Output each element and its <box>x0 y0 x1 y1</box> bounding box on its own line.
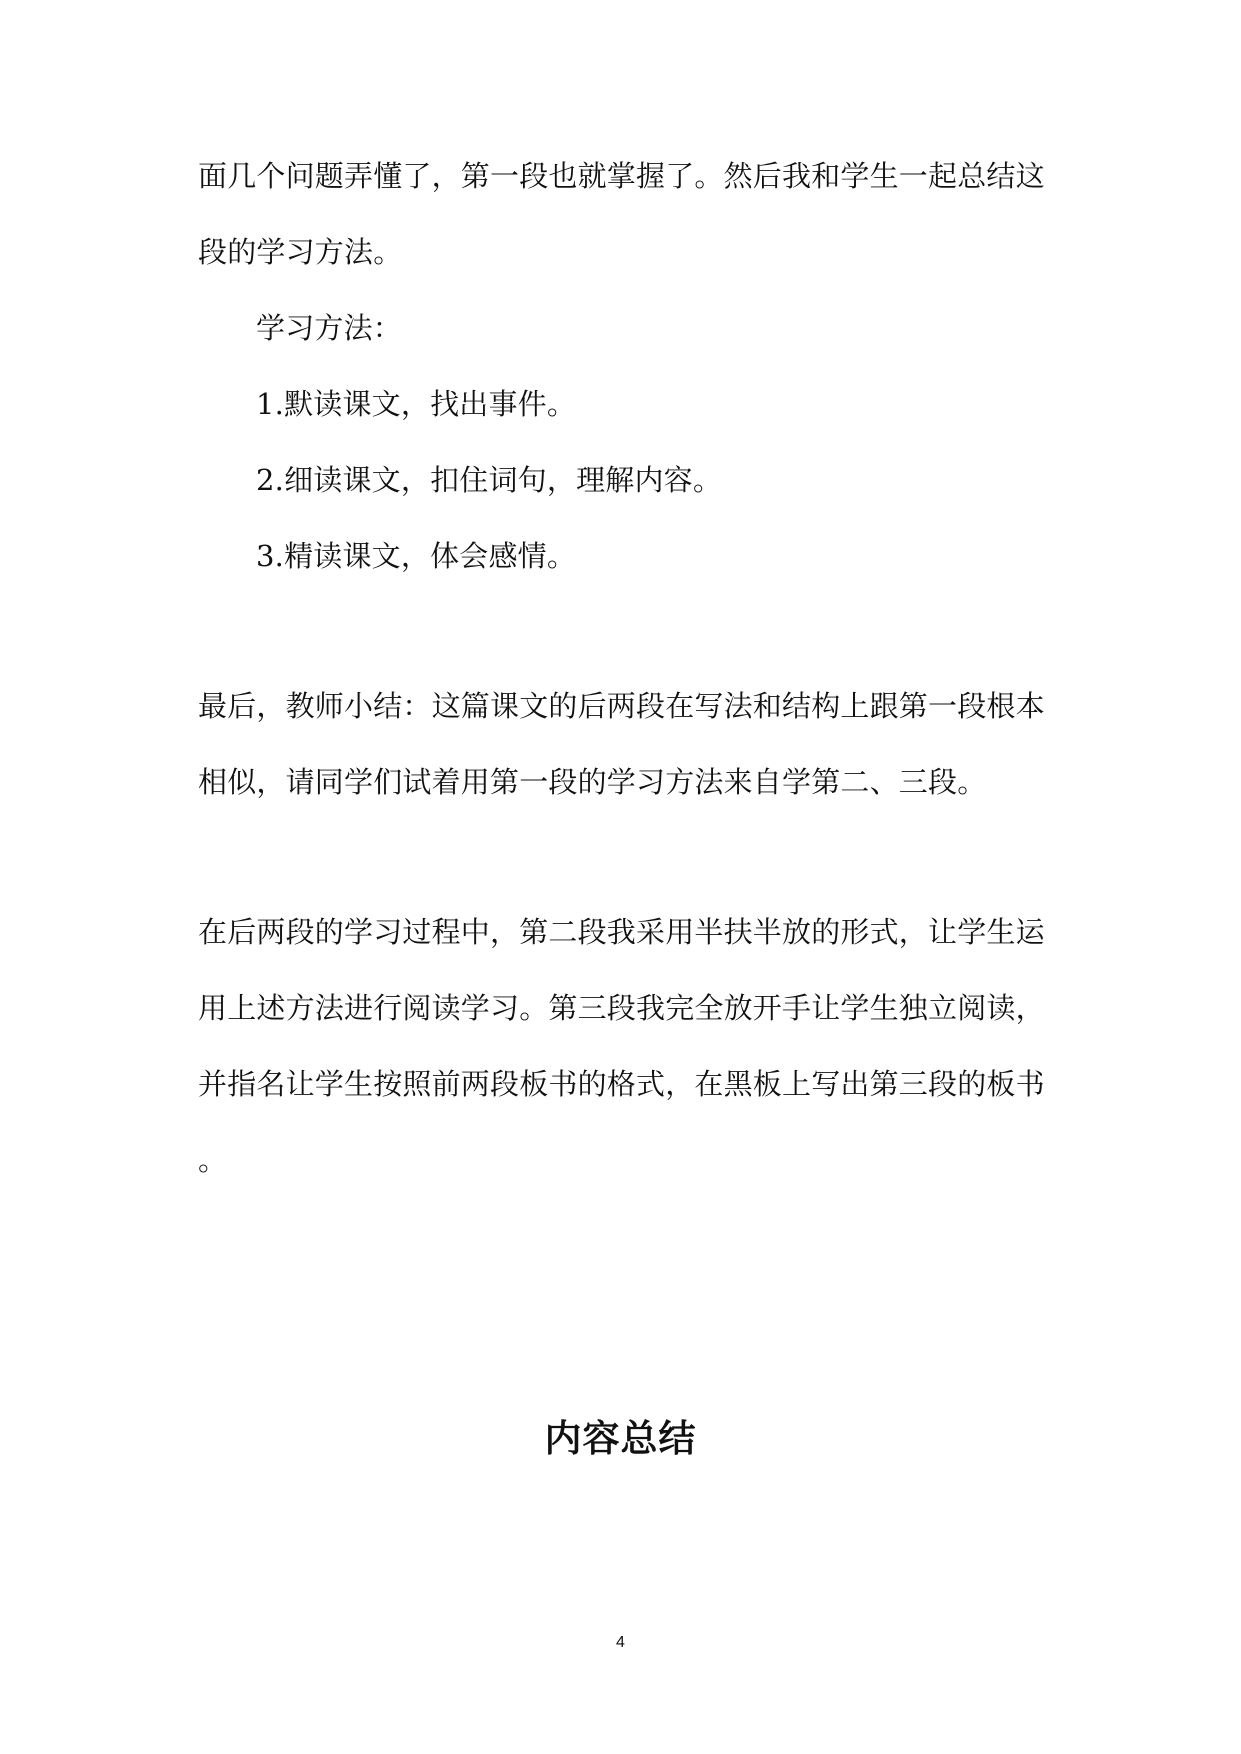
page-number: 4 <box>616 1634 625 1651</box>
method-item-2: 2.细读课文，扣住词句，理解内容。 <box>256 463 723 497</box>
section-heading: 内容总结 <box>544 1417 697 1460</box>
method-item-3: 3.精读课文，体会感情。 <box>256 539 577 573</box>
paragraph-3-line-3: 并指名让学生按照前两段板书的格式，在黑板上写出第三段的板书 <box>198 1067 1045 1101</box>
paragraph-1-line-1: 面几个问题弄懂了，第一段也就掌握了。然后我和学生一起总结这 <box>198 159 1045 193</box>
paragraph-3-line-1: 在后两段的学习过程中，第二段我采用半扶半放的形式，让学生运 <box>198 915 1045 949</box>
methods-heading: 学习方法： <box>256 311 403 345</box>
paragraph-3-line-2: 用上述方法进行阅读学习。第三段我完全放开手让学生独立阅读， <box>198 991 1045 1025</box>
paragraph-3-line-4: 。 <box>198 1143 228 1177</box>
paragraph-2-line-1: 最后，教师小结：这篇课文的后两段在写法和结构上跟第一段根本 <box>198 689 1045 723</box>
method-item-1: 1.默读课文，找出事件。 <box>256 387 577 421</box>
paragraph-1-line-2: 段的学习方法。 <box>198 235 403 269</box>
paragraph-2-line-2: 相似，请同学们试着用第一段的学习方法来自学第二、三段。 <box>198 765 987 799</box>
